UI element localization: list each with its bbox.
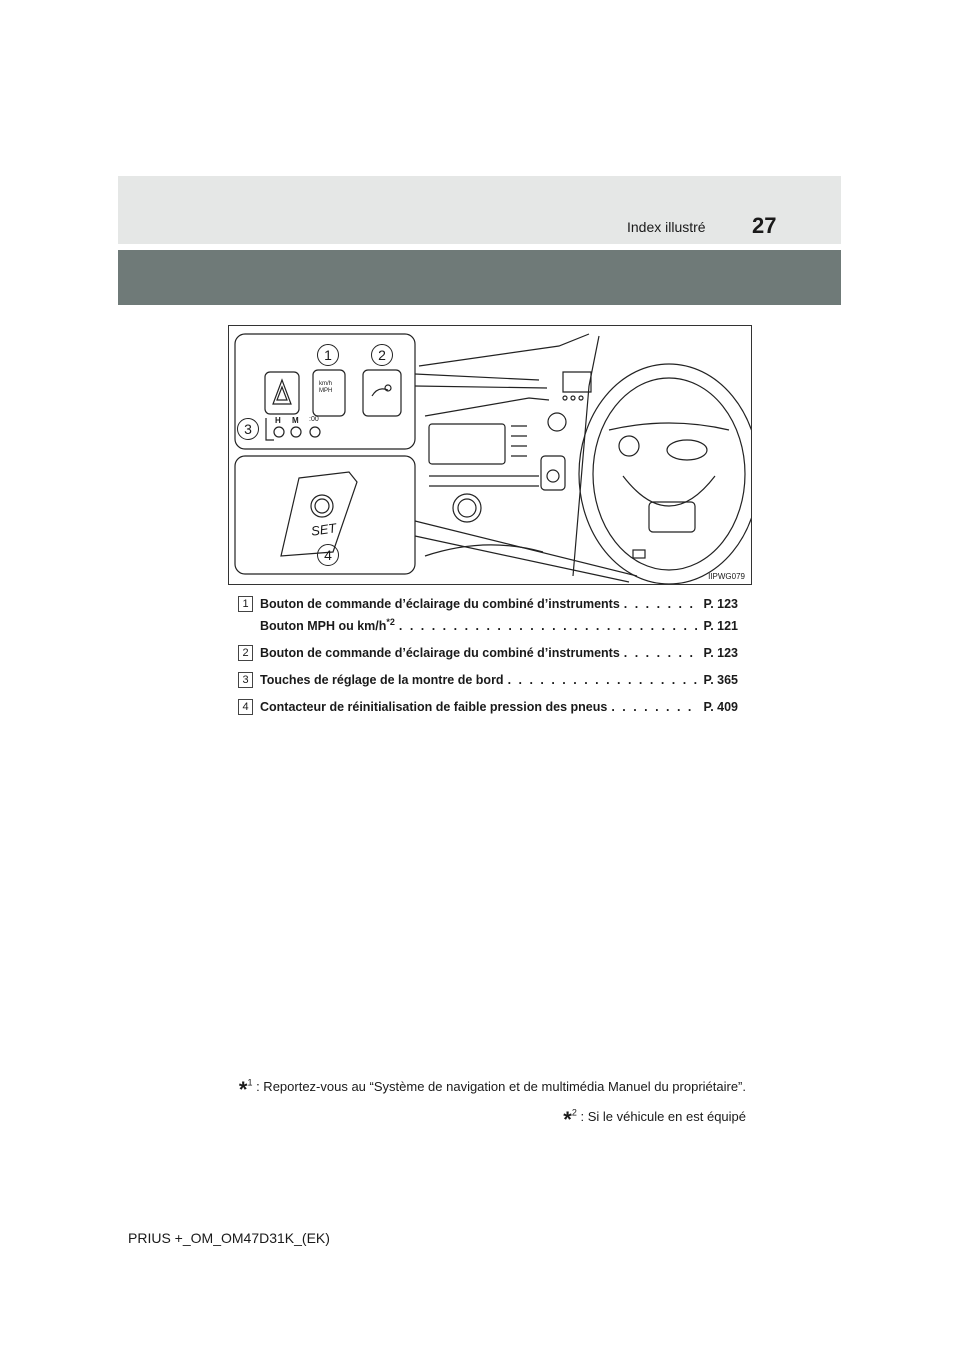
- list-item-4: [238, 698, 738, 716]
- speed-unit-label-bottom: MPH: [319, 388, 333, 394]
- dashboard-drawing: [229, 326, 751, 584]
- list-item-3: [238, 671, 738, 689]
- set-label: SET: [310, 520, 338, 539]
- callout-2: 2: [371, 344, 393, 366]
- footnote-text: : Si le véhicule en est équipé: [580, 1109, 746, 1124]
- section-title: Index illustré: [627, 219, 706, 235]
- item-label: Contacteur de réinitialisation de faible pression des pneus: [260, 700, 608, 715]
- callout-3: 3: [237, 418, 259, 440]
- footnote-number: 2: [571, 1107, 577, 1118]
- page-reference[interactable]: P. 123: [703, 597, 738, 611]
- footnote-text: : Reportez-vous au “Système de navigation et de multimédia Manuel du propriétaire”.: [256, 1079, 746, 1094]
- callout-1: 1: [317, 344, 339, 366]
- page-reference[interactable]: P. 121: [703, 619, 738, 634]
- page-reference[interactable]: P. 365: [703, 673, 738, 688]
- footnote-asterisk: *: [563, 1107, 572, 1132]
- item-line: [260, 613, 738, 635]
- dot-leader: [611, 698, 699, 716]
- list-item-1: [238, 595, 738, 635]
- item-number: 2: [238, 645, 253, 661]
- dot-leader: [399, 617, 700, 635]
- item-label: Bouton de commande d’éclairage du combiné d’instruments: [260, 597, 620, 611]
- item-number: 4: [238, 699, 253, 715]
- item-label: [260, 613, 395, 635]
- page-reference[interactable]: P. 123: [703, 646, 738, 661]
- item-list: [238, 595, 738, 725]
- document-id: PRIUS +_OM_OM47D31K_(EK): [128, 1230, 330, 1246]
- dashboard-illustration: [228, 325, 752, 585]
- header-band: [118, 176, 841, 244]
- callout-4: 4: [317, 544, 339, 566]
- dot-leader: [624, 595, 700, 613]
- item-label-text: Bouton MPH ou km/h: [260, 619, 387, 634]
- clock-00-label: :00: [309, 416, 319, 423]
- footnote-number: 1: [247, 1077, 253, 1088]
- clock-h-label: H: [275, 416, 281, 425]
- page-number: 27: [752, 213, 777, 238]
- footnote-2: [563, 1107, 746, 1133]
- footnote-1: [239, 1077, 746, 1103]
- item-line: [260, 671, 738, 689]
- item-line: [260, 644, 738, 662]
- footnote-asterisk: *: [238, 1077, 248, 1102]
- figure-code: IIPWG079: [708, 572, 745, 581]
- item-number: 3: [238, 672, 253, 688]
- page-reference[interactable]: P. 409: [703, 700, 738, 715]
- dot-leader: [624, 644, 700, 662]
- item-label: Bouton de commande d’éclairage du combiné d’instruments: [260, 646, 620, 661]
- item-line: [260, 595, 738, 613]
- item-number: 1: [238, 596, 253, 612]
- item-label: Touches de réglage de la montre de bord: [260, 673, 504, 688]
- speed-unit-label-top: km/h: [319, 381, 333, 387]
- item-line: [260, 698, 738, 716]
- list-item-2: [238, 644, 738, 662]
- footnote-ref: *2: [386, 617, 395, 627]
- chapter-band: [118, 250, 841, 305]
- dot-leader: [508, 671, 700, 689]
- clock-m-label: M: [292, 416, 299, 425]
